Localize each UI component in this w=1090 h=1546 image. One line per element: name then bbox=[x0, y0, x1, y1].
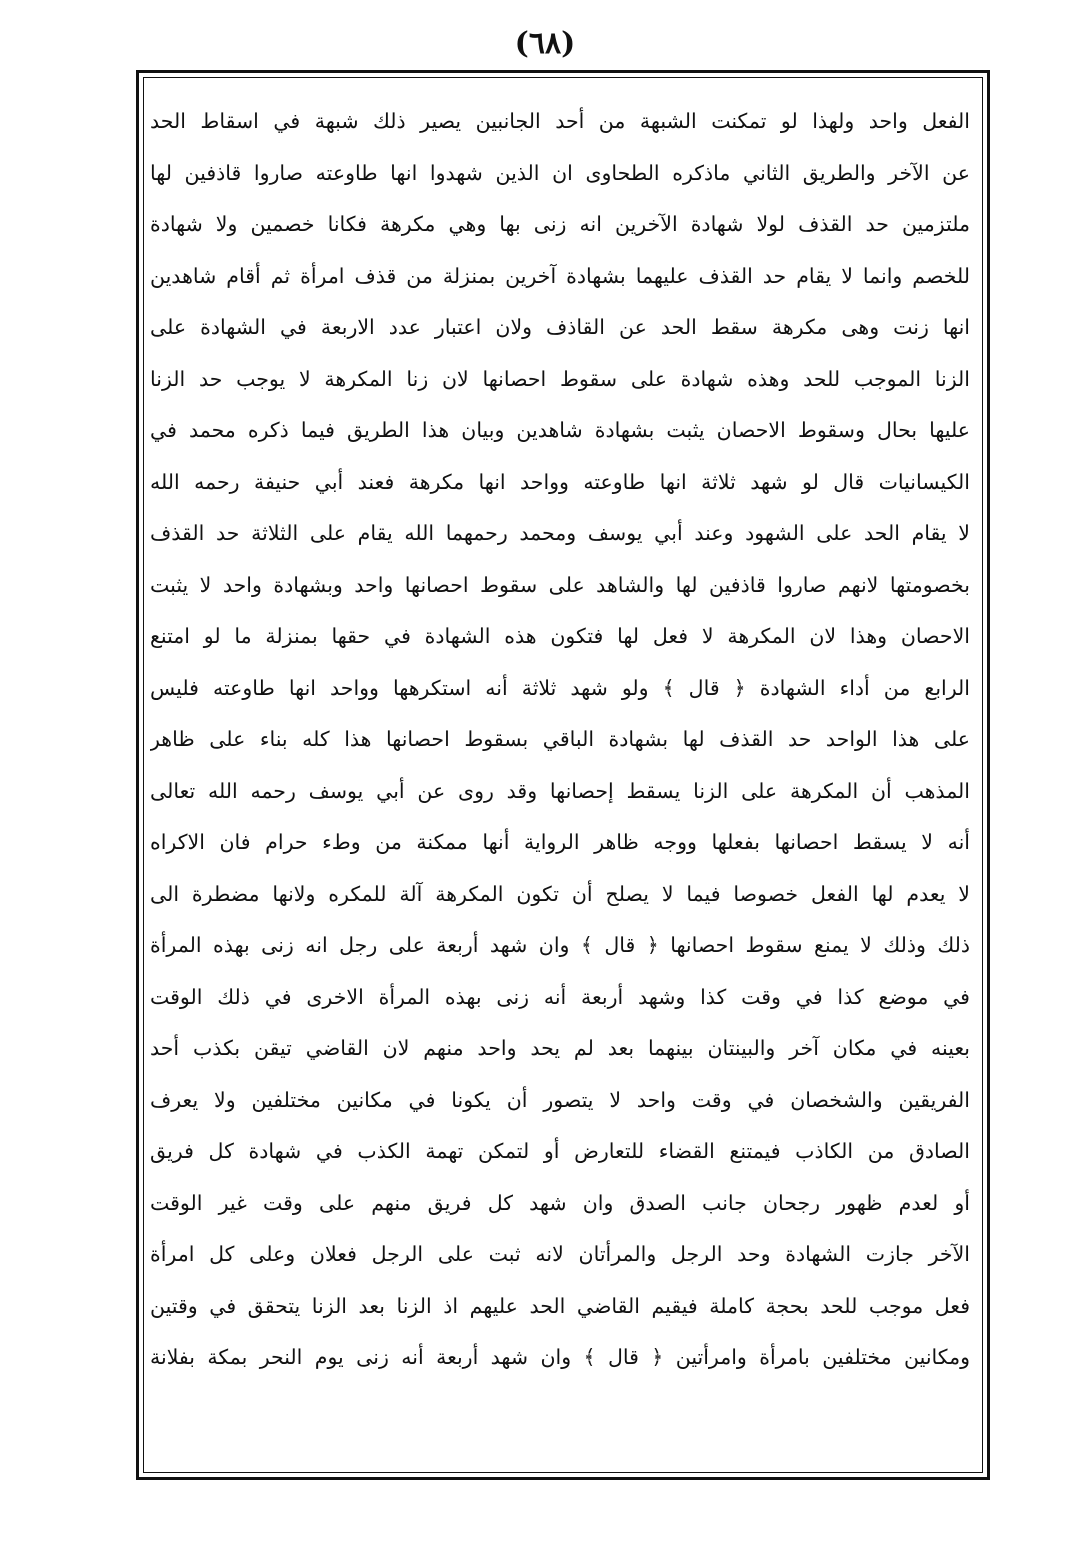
text-line: المذهب أن المكرهة على الزنا يسقط إحصانها وقد روى عن أبي يوسف رحمه الله تعالى bbox=[150, 778, 970, 803]
text-line: ومكانين مختلفين بامرأة وامرأتين ﴿ قال ﴾ وان شهد أربعة أنه زنى يوم النحر بمكة بفلانة bbox=[150, 1345, 970, 1369]
text-line: الفريقين والشخصان في وقت واحد لا يتصور أن يكونا في مكانين مختلفين ولا يعرف bbox=[150, 1087, 970, 1112]
text-line: في موضع كذا في وقت كذا وشهد أربعة أنه زنى بهذه المرأة الاخرى في ذلك الوقت bbox=[150, 984, 970, 1009]
text-line: على هذا الواحد حد القذف لها بشهادة الباقي بسقوط احصانها هذا كله بناء على ظاهر bbox=[150, 727, 970, 751]
text-line: الرابع من أداء الشهادة ﴿ قال ﴾ ولو شهد ثلاثة أنه استكرهها وواحد انها طاوعته فليس bbox=[150, 675, 970, 700]
text-line: عليها بحال وسقوط الاحصان يثبت بشهادة شاهدين وبيان هذا الطريق فيما ذكره محمد في bbox=[150, 418, 970, 442]
text-line: فعل موجب للحد بحجة كاملة فيقيم القاضي الحد عليهم اذ الزنا بعد الزنا يتحقق في وقتين bbox=[150, 1293, 970, 1318]
text-line: الكيسانيات قال لو شهد ثلاثة انها طاوعته وواحد انها مكرهة فعند أبي حنيفة رحمه الله bbox=[150, 469, 970, 494]
text-line: بخصومتها لانهم صاروا قاذفين لها والشاهد على سقوط احصانها واحد وبشهادة واحد لا يثبت bbox=[150, 572, 970, 597]
text-line: الصادق من الكاذب فيمتنع القضاء للتعارض أو لتمكن تهمة الكذب في شهادة كل فريق bbox=[150, 1139, 970, 1163]
text-line: لا يقام الحد على الشهود وعند أبي يوسف ومحمد رحمهما الله يقام على الثلاثة حد القذف bbox=[150, 521, 970, 545]
page-number: (٦٨) bbox=[514, 26, 576, 61]
text-line: لا يعدم لها الفعل خصوصا فيما لا يصلح أن تكون المكرهة آلة للمكره ولانها مضطرة الى bbox=[150, 881, 970, 906]
text-line: انها زنت وهى مكرهة سقط الحد عن القاذف ولان اعتبار عدد الاربعة في الشهادة على bbox=[150, 315, 970, 339]
text-line: بعينه في مكان آخر والبينتان بينهما بعد لم يحد واحد منهم لان القاضي تيقن بكذب أحد bbox=[150, 1036, 970, 1060]
text-body bbox=[150, 96, 970, 1466]
text-line: الزنا الموجب للحد وهذه شهادة على سقوط احصانها لان زنا المكرهة لا يوجب حد الزنا bbox=[150, 366, 970, 391]
text-line: عن الآخر والطريق الثاني ماذكره الطحاوى ان الذين شهدوا انها طاوعته صاروا قاذفين لها bbox=[150, 160, 970, 185]
text-line: ملتزمين حد القذف لولا شهادة الآخرين انه زنى بها وهي مكرهة فكانا خصمين ولا شهادة bbox=[150, 212, 970, 236]
text-line: الاحصان وهذا لان المكرهة لا فعل لها فتكون هذه الشهادة في حقها بمنزلة ما لو امتنع bbox=[150, 624, 970, 648]
text-line: أو لعدم ظهور رجحان جانب الصدق وان شهد كل فريق منهم على وقت غير الوقت bbox=[150, 1190, 970, 1215]
text-line: ذلك وذلك لا يمنع سقوط احصانها ﴿ قال ﴾ وان شهد أربعة على رجل انه زنى بهذه المرأة bbox=[150, 933, 970, 957]
text-line: الآخر جازت الشهادة وحد الرجل والمرأتان لانه ثبت على الرجل فعلان وعلى كل امرأة bbox=[150, 1242, 970, 1266]
text-line: للخصم وانما لا يقام حد القذف عليهما بشهادة آخرين بمنزلة من قذف امرأة ثم أقام شاهدين bbox=[150, 263, 970, 288]
text-line: أنه لا يسقط احصانها بفعلها ووجه ظاهر الرواية أنها ممكنة من وطء حرام فان الاكراه bbox=[150, 830, 970, 854]
text-line: الفعل واحد ولهذا لو تمكنت الشبهة من أحد الجانبين يصير ذلك شبهة في اسقاط الحد bbox=[150, 109, 970, 133]
